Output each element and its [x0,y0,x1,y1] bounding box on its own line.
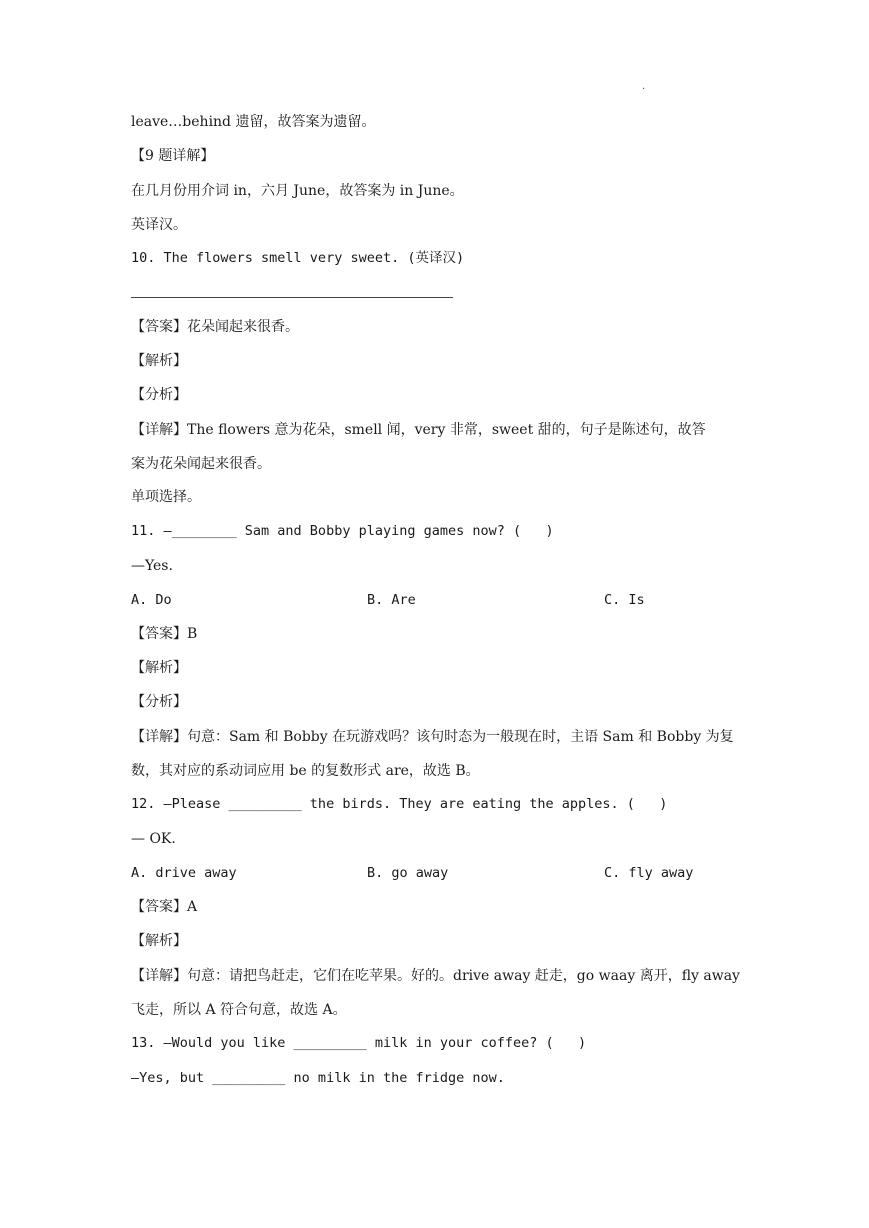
question-11: 11. —________ Sam and Bobby playing games now? ( ) [131,523,554,539]
detail-line: 【详解】The flowers 意为花朵，smell 闻，very 非常，sweet 甜的，句子是陈述句，故答 [131,422,706,438]
detail-line: 【详解】句意：请把鸟赶走，它们在吃苹果。好的。drive away 赶走，go waay 离开，fly away [131,968,740,984]
q12-option-b: B. go away [367,865,449,881]
answer: 【答案】A [131,899,198,915]
detail-line: 【详解】句意：Sam 和 Bobby 在玩游戏吗？该句时态为一般现在时，主语 Sam 和 Bobby 为复 [131,729,734,745]
question-12: 12. —Please _________ the birds. They are eating the apples. ( ) [131,796,668,812]
text-line: leave…behind 遗留，故答案为遗留。 [131,114,376,130]
q12-option-c: C. fly away [604,865,694,881]
section-heading: 【9 题详解】 [131,148,215,164]
q11-option-b: B. Are [367,592,416,608]
answer: 【答案】B [131,626,198,642]
section-heading: 单项选择。 [131,489,201,505]
analysis-label: 【解析】 [131,660,187,676]
analysis-label: 【解析】 [131,933,187,949]
text-line: 在几月份用介词 in，六月 June，故答案为 in June。 [131,183,464,199]
analysis-label: 【解析】 [131,353,187,369]
fenxi-label: 【分析】 [131,694,187,710]
detail-line: 案为花朵闻起来很香。 [131,456,271,472]
page-mark: · [642,84,646,95]
detail-line: 飞走，所以 A 符合句意，故选 A。 [131,1002,347,1018]
answer: 【答案】花朵闻起来很香。 [131,319,299,335]
q11-option-c: C. Is [604,592,645,608]
section-heading: 英译汉。 [131,217,187,233]
response-line: —Yes, but _________ no milk in the fridge now. [131,1070,505,1086]
fenxi-label: 【分析】 [131,387,187,403]
response-line: — OK. [131,831,176,847]
q11-option-a: A. Do [131,592,172,608]
question-13: 13. —Would you like _________ milk in your coffee? ( ) [131,1035,587,1051]
q12-option-a: A. drive away [131,865,237,881]
answer-blank-line [131,297,453,298]
question-10: 10. The flowers smell very sweet. (英译汉) [131,250,465,266]
response-line: —Yes. [131,558,173,574]
detail-line: 数，其对应的系动词应用 be 的复数形式 are，故选 B。 [131,763,480,779]
